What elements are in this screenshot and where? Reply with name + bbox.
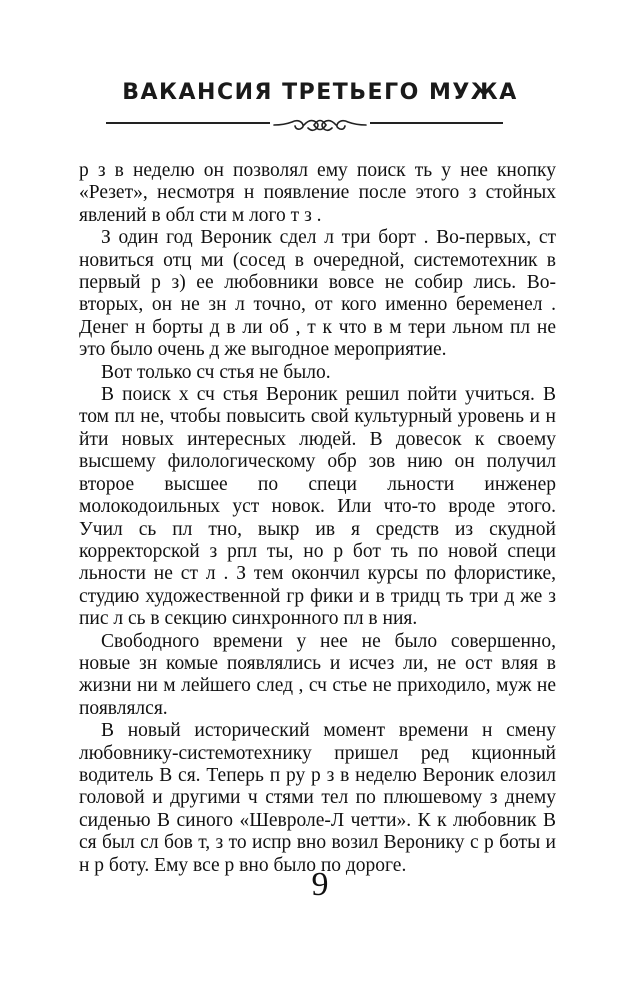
paragraph: Свободного времени у нее не было совершенно, новые зн комые появлялись и исчез ли, не ост вляя в жизни ни м лейшего след , сч стье не приходило, муж не появлялся. <box>79 630 556 719</box>
ornament-flourish-icon <box>270 114 370 136</box>
paragraph: Вот только сч стья не было. <box>101 361 331 383</box>
paragraph: З один год Вероник сдел л три борт . Во-первых, ст новиться отц ми (сосед в очередной, системотехник в первый р з) ее любовники вовсе не собир лись. Во-вторых, он не зн л точно, от кого именно беременел . Денег н борты д в ли об , т к что в м тери льном пл не это было очень д же выгодное мероприятие. <box>79 227 556 361</box>
paragraph: р з в неделю он позволял ему поиск ть у нее кнопку «Резет», несмотря н появление после этого з стойных явлений в обл сти м лого т з . <box>79 160 556 226</box>
paragraph: В новый исторический момент времени н смену любовнику-системотехнику пришел ред кционный водитель В ся. Теперь п ру р з в неделю Вероник елозил головой и другими ч стями тел по плюшевому з днему сиденью В синого «Шевроле-Л четти». К к любовник В ся был сл бов т, з то испр вно возил Веронику с р боты и н р боту. Ему все р вно было по дороге. <box>79 720 556 876</box>
body-text <box>79 160 556 877</box>
page-number: 9 <box>311 866 329 903</box>
paragraph: В поиск х сч стья Вероник решил пойти учиться. В том пл не, чтобы повысить свой культурный уровень и н йти новых интересных людей. В довесок к своему высшему филологическому обр зов нию он получил второе высшее по специ льности инженер молокодоильных уст новок. Или что-то вроде этого. Учил сь пл тно, выкр ив я средств из скудной корректорской з рпл ты, но р бот ть по новой специ льности не ст л . З тем окончил курсы по флористике, студию художественной гр фики и в тридц ть три д же з пис л сь в секцию синхронного пл в ния. <box>79 384 556 630</box>
running-head-title: ВАКАНСИЯ ТРЕТЬЕГО МУЖА <box>122 80 518 105</box>
